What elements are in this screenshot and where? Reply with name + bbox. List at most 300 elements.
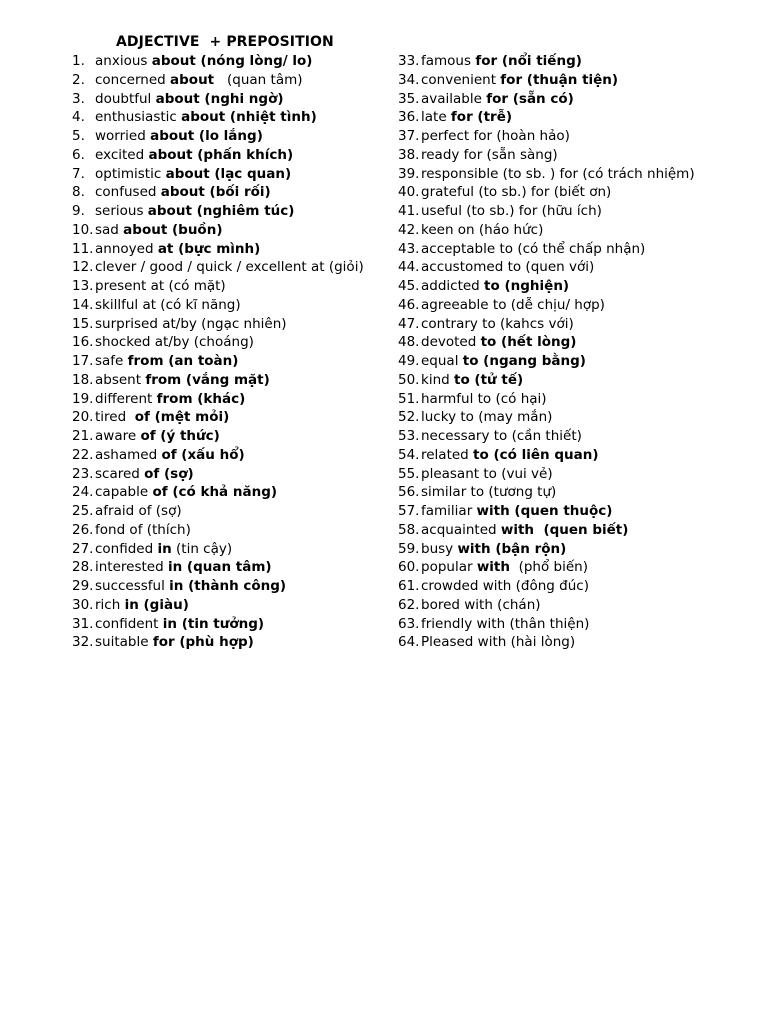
list-item — [72, 202, 390, 221]
item-preposition-bold: to (hết lòng) — [480, 334, 577, 351]
item-number: 8. — [72, 184, 85, 201]
item-preposition-bold: from (khác) — [156, 390, 246, 407]
item-text — [95, 71, 303, 90]
item-text-part: confident — [95, 615, 163, 632]
item-preposition-bold: about (nghiêm túc) — [147, 203, 295, 219]
item-text — [95, 502, 182, 521]
item-text-part: lucky to (may mắn) — [421, 409, 553, 426]
item-number: 63. — [398, 615, 420, 632]
item-preposition-bold: for (thuận tiện) — [500, 71, 619, 88]
list-item — [398, 521, 758, 540]
list-item — [398, 502, 758, 521]
item-text — [421, 558, 588, 577]
list-item — [398, 577, 758, 596]
item-text — [95, 315, 287, 334]
item-text — [421, 540, 566, 559]
item-preposition-bold: of (xấu hổ) — [161, 446, 245, 463]
item-text-part: related — [421, 446, 474, 463]
item-number: 40. — [398, 184, 420, 201]
item-number: 64. — [398, 634, 420, 651]
item-text — [95, 240, 260, 259]
item-preposition-bold: about — [170, 71, 215, 88]
list-item — [72, 277, 390, 296]
item-text-part: present at (có mặt) — [95, 278, 226, 294]
item-text-part: sad — [95, 221, 124, 238]
item-text-part: late — [421, 109, 451, 126]
item-text — [421, 127, 570, 146]
item-text-part: suitable — [95, 634, 153, 651]
item-text — [95, 615, 264, 634]
item-number: 56. — [398, 484, 420, 501]
item-text — [95, 108, 317, 127]
item-text-part: crowded with (đông đúc) — [421, 578, 589, 594]
item-text-part: absent — [95, 371, 146, 388]
item-preposition-bold: about (nóng lòng/ lo) — [151, 53, 313, 69]
item-text-part: grateful (to sb.) for (biết ơn) — [421, 184, 612, 201]
item-preposition-bold: for (phù hợp) — [152, 634, 254, 651]
item-text — [421, 71, 618, 90]
list-item — [72, 52, 390, 71]
list-item — [72, 71, 390, 90]
list-item — [72, 483, 390, 502]
item-number: 6. — [72, 146, 85, 163]
item-number: 33. — [398, 53, 420, 69]
item-text-part: annoyed — [95, 240, 158, 257]
item-text-part: harmful to (có hại) — [421, 390, 547, 407]
list-item — [398, 390, 758, 409]
item-text-part: safe — [95, 353, 128, 369]
list-item — [398, 352, 758, 371]
item-text — [95, 52, 312, 71]
item-text — [95, 446, 245, 465]
item-preposition-bold: to (nghiện) — [484, 278, 570, 294]
item-number: 24. — [72, 484, 94, 501]
item-number: 45. — [398, 278, 420, 294]
item-number: 10. — [72, 221, 94, 238]
list-item — [398, 258, 758, 277]
item-text-part: doubtful — [95, 90, 156, 107]
list-item — [72, 633, 390, 652]
item-text — [95, 408, 229, 427]
list-item — [72, 615, 390, 634]
item-number: 11. — [72, 240, 94, 257]
item-text — [421, 371, 523, 390]
list-item — [398, 296, 758, 315]
item-text-part: bored with (chán) — [421, 596, 541, 613]
item-number: 14. — [72, 296, 94, 313]
list-item — [72, 296, 390, 315]
item-number: 20. — [72, 409, 94, 426]
item-preposition-bold: of (sợ) — [144, 465, 194, 482]
item-preposition-bold: about (phấn khích) — [148, 146, 294, 163]
list-item — [72, 521, 390, 540]
item-number: 7. — [72, 165, 85, 182]
item-number: 61. — [398, 578, 420, 594]
list-item — [72, 221, 390, 240]
item-text-part: aware — [95, 428, 141, 444]
item-text — [421, 596, 541, 615]
item-text-part: tired — [95, 409, 135, 426]
left-column — [72, 52, 390, 652]
item-text — [95, 165, 291, 184]
list-item — [398, 615, 758, 634]
list-item — [72, 315, 390, 334]
list-item — [72, 127, 390, 146]
item-preposition-bold: of (ý thức) — [140, 428, 220, 444]
item-text-part: friendly with (thân thiện) — [421, 615, 590, 632]
item-text-part: convenient — [421, 71, 501, 88]
list-item — [72, 352, 390, 371]
list-item — [398, 333, 758, 352]
item-preposition-bold: in (quan tâm) — [167, 559, 272, 576]
item-text — [421, 465, 553, 484]
item-number: 44. — [398, 259, 420, 276]
list-item — [398, 52, 758, 71]
item-text-part: afraid of (sợ) — [95, 503, 182, 519]
list-item — [398, 240, 758, 259]
item-text-part: acceptable to (có thể chấp nhận) — [421, 240, 646, 257]
item-number: 15. — [72, 315, 94, 332]
item-number: 38. — [398, 146, 420, 163]
item-text-part: available — [421, 90, 487, 107]
item-text-part: devoted — [421, 334, 481, 351]
item-text — [95, 521, 191, 540]
list-item — [72, 183, 390, 202]
list-item — [398, 108, 758, 127]
item-number: 12. — [72, 259, 94, 276]
item-text — [421, 52, 582, 71]
item-text — [421, 202, 602, 221]
item-text-part: necessary to (cần thiết) — [421, 428, 582, 444]
item-preposition-bold: for (nổi tiếng) — [475, 53, 582, 69]
item-number: 50. — [398, 371, 420, 388]
item-text — [421, 521, 628, 540]
item-number: 60. — [398, 559, 420, 576]
item-text-part: popular — [421, 559, 477, 576]
item-text-part: different — [95, 390, 157, 407]
item-number: 39. — [398, 165, 420, 182]
item-text — [421, 502, 612, 521]
item-preposition-bold: with (bận rộn) — [457, 540, 567, 557]
item-preposition-bold: to (ngang bằng) — [462, 353, 586, 369]
item-number: 17. — [72, 353, 94, 369]
item-number: 1. — [72, 53, 85, 69]
list-item — [72, 390, 390, 409]
item-text — [421, 390, 547, 409]
item-text — [95, 90, 284, 109]
item-text-part: pleasant to (vui vẻ) — [421, 465, 553, 482]
item-text-part: busy — [421, 540, 458, 557]
item-preposition-bold: about (lạc quan) — [165, 165, 292, 182]
list-item — [72, 577, 390, 596]
list-item — [72, 371, 390, 390]
item-text — [95, 427, 220, 446]
item-text-part: fond of (thích) — [95, 521, 191, 538]
item-text-part: shocked at/by (choáng) — [95, 334, 254, 351]
item-text-part: surprised at/by (ngạc nhiên) — [95, 315, 287, 332]
item-text-part: anxious — [95, 53, 152, 69]
item-preposition-bold: with (quen biết) — [500, 521, 629, 538]
list-item — [72, 558, 390, 577]
item-number: 29. — [72, 578, 94, 594]
item-text — [421, 221, 543, 240]
list-item — [72, 408, 390, 427]
item-number: 19. — [72, 390, 94, 407]
list-item — [398, 446, 758, 465]
item-text-part: perfect for (hoàn hảo) — [421, 128, 570, 144]
list-item — [398, 633, 758, 652]
item-text — [421, 165, 695, 184]
item-number: 36. — [398, 109, 420, 126]
item-text — [95, 127, 263, 146]
item-text — [95, 483, 277, 502]
item-number: 48. — [398, 334, 420, 351]
list-item — [72, 427, 390, 446]
item-number: 51. — [398, 390, 420, 407]
item-text-part: skillful at (có kĩ năng) — [95, 296, 241, 313]
item-preposition-bold: from (vắng mặt) — [145, 371, 270, 388]
item-text — [95, 333, 254, 352]
item-number: 25. — [72, 503, 94, 519]
list-item — [72, 146, 390, 165]
list-item — [398, 596, 758, 615]
item-text — [95, 540, 232, 559]
item-text-part: (quan tâm) — [214, 71, 303, 88]
item-text — [95, 352, 238, 371]
item-number: 21. — [72, 428, 94, 444]
item-number: 2. — [72, 71, 85, 88]
list-item — [72, 90, 390, 109]
list-item — [398, 183, 758, 202]
item-text — [95, 277, 226, 296]
item-text-part: (tin cậy) — [171, 540, 233, 557]
item-text — [421, 315, 574, 334]
item-text-part: (phổ biến) — [510, 559, 588, 576]
item-number: 18. — [72, 371, 94, 388]
list-item — [398, 465, 758, 484]
item-text — [95, 633, 254, 652]
list-item — [72, 333, 390, 352]
item-text-part: capable — [95, 484, 153, 501]
item-text — [421, 258, 594, 277]
item-preposition-bold: about (bối rối) — [160, 184, 271, 201]
item-text-part: confided — [95, 540, 158, 557]
list-item — [398, 202, 758, 221]
item-text-part: acquainted — [421, 521, 501, 538]
item-number: 43. — [398, 240, 420, 257]
list-item — [398, 90, 758, 109]
item-text — [95, 221, 222, 240]
item-text — [421, 108, 512, 127]
item-text — [95, 296, 241, 315]
item-text-part: addicted — [421, 278, 485, 294]
item-preposition-bold: about (lo lắng) — [150, 128, 263, 144]
item-text-part: Pleased with (hài lòng) — [421, 634, 576, 651]
item-text-part: serious — [95, 203, 148, 219]
item-text-part: successful — [95, 578, 170, 594]
item-text — [421, 240, 645, 259]
item-preposition-bold: about (nhiệt tình) — [181, 109, 317, 126]
item-preposition-bold: from (an toàn) — [127, 353, 239, 369]
item-text-part: kind — [421, 371, 454, 388]
right-column — [398, 52, 758, 652]
item-text-part: familiar — [421, 503, 477, 519]
item-text — [421, 277, 569, 296]
item-number: 26. — [72, 521, 94, 538]
item-text-part: agreeable to (dễ chịu/ hợp) — [421, 296, 605, 313]
list-item — [398, 558, 758, 577]
item-preposition-bold: to (có liên quan) — [473, 446, 599, 463]
item-number: 58. — [398, 521, 420, 538]
item-number: 28. — [72, 559, 94, 576]
item-text — [421, 615, 589, 634]
item-text-part: responsible (to sb. ) for (có trách nhiệm) — [421, 165, 695, 182]
item-preposition-bold: for (trễ) — [450, 109, 513, 126]
item-number: 47. — [398, 315, 420, 332]
item-text — [421, 146, 558, 165]
item-preposition-bold: of (mệt mỏi) — [134, 409, 230, 426]
item-text-part: optimistic — [95, 165, 166, 182]
item-text — [421, 296, 605, 315]
list-item — [398, 540, 758, 559]
item-text — [95, 390, 245, 409]
item-text-part: ashamed — [95, 446, 162, 463]
item-preposition-bold: in — [157, 540, 172, 557]
item-text — [95, 371, 270, 390]
item-preposition-bold: of (có khả năng) — [152, 484, 278, 501]
item-number: 30. — [72, 596, 94, 613]
item-number: 32. — [72, 634, 94, 651]
list-item — [72, 502, 390, 521]
document-title: ADJECTIVE + PREPOSITION — [116, 34, 334, 50]
item-text — [95, 558, 272, 577]
item-text-part: interested — [95, 559, 168, 576]
item-number: 55. — [398, 465, 420, 482]
item-preposition-bold: about (buồn) — [123, 221, 223, 238]
item-text-part: keen on (háo hức) — [421, 221, 544, 238]
item-text-part: confused — [95, 184, 161, 201]
list-item — [398, 483, 758, 502]
list-item — [72, 258, 390, 277]
item-preposition-bold: for (sẵn có) — [486, 90, 574, 107]
list-item — [72, 596, 390, 615]
item-number: 3. — [72, 90, 85, 107]
list-item — [72, 465, 390, 484]
item-text — [95, 258, 364, 277]
item-text-part: scared — [95, 465, 145, 482]
item-text — [421, 483, 556, 502]
item-text-part: concerned — [95, 71, 171, 88]
list-item — [72, 446, 390, 465]
item-text — [421, 427, 582, 446]
item-text — [95, 202, 294, 221]
item-text — [421, 446, 599, 465]
item-text-part: accustomed to (quen với) — [421, 259, 595, 276]
item-number: 5. — [72, 128, 85, 144]
item-number: 57. — [398, 503, 420, 519]
item-text-part: enthusiastic — [95, 109, 182, 126]
item-number: 16. — [72, 334, 94, 351]
item-preposition-bold: with — [476, 559, 510, 576]
item-number: 13. — [72, 278, 94, 294]
list-item — [398, 146, 758, 165]
item-preposition-bold: in (giàu) — [124, 596, 189, 613]
item-preposition-bold: with (quen thuộc) — [476, 503, 613, 519]
item-text-part: rich — [95, 596, 125, 613]
list-item — [398, 221, 758, 240]
list-item — [398, 371, 758, 390]
item-text — [421, 352, 586, 371]
item-number: 41. — [398, 203, 420, 219]
item-number: 53. — [398, 428, 420, 444]
item-text — [421, 633, 575, 652]
item-text — [421, 90, 574, 109]
item-text-part: excited — [95, 146, 149, 163]
list-item — [398, 315, 758, 334]
item-text-part: contrary to (kahcs với) — [421, 315, 574, 332]
list-item — [398, 427, 758, 446]
item-number: 42. — [398, 221, 420, 238]
list-item — [398, 127, 758, 146]
item-text — [95, 146, 293, 165]
item-number: 4. — [72, 109, 85, 126]
item-number: 52. — [398, 409, 420, 426]
item-number: 27. — [72, 540, 94, 557]
item-text — [421, 408, 552, 427]
list-item — [72, 240, 390, 259]
item-text-part: clever / good / quick / excellent at (giỏi) — [95, 259, 364, 276]
item-number: 62. — [398, 596, 420, 613]
item-text-part: ready for (sẵn sàng) — [421, 146, 558, 163]
item-number: 35. — [398, 90, 420, 107]
list-item — [72, 165, 390, 184]
item-text-part: famous — [421, 53, 476, 69]
list-item — [72, 540, 390, 559]
item-text-part: similar to (tương tự) — [421, 484, 557, 501]
item-text — [421, 333, 576, 352]
item-number: 59. — [398, 540, 420, 557]
item-text — [421, 577, 589, 596]
list-item — [398, 165, 758, 184]
item-text-part: worried — [95, 128, 151, 144]
item-text — [95, 577, 286, 596]
item-number: 34. — [398, 71, 420, 88]
item-number: 46. — [398, 296, 420, 313]
item-text — [421, 183, 611, 202]
item-preposition-bold: about (nghi ngờ) — [155, 90, 284, 107]
item-text — [95, 183, 271, 202]
item-number: 49. — [398, 353, 420, 369]
item-text-part: equal — [421, 353, 463, 369]
item-number: 22. — [72, 446, 94, 463]
item-number: 54. — [398, 446, 420, 463]
item-number: 31. — [72, 615, 94, 632]
item-number: 37. — [398, 128, 420, 144]
item-preposition-bold: in (tin tưởng) — [162, 615, 265, 632]
item-number: 23. — [72, 465, 94, 482]
list-item — [398, 71, 758, 90]
item-preposition-bold: in (thành công) — [169, 578, 287, 594]
list-item — [72, 108, 390, 127]
item-text — [95, 465, 194, 484]
list-item — [398, 277, 758, 296]
item-number: 9. — [72, 203, 85, 219]
item-preposition-bold: at (bực mình) — [157, 240, 261, 257]
item-text-part: useful (to sb.) for (hữu ích) — [421, 203, 602, 219]
item-preposition-bold: to (tử tế) — [454, 371, 524, 388]
list-item — [398, 408, 758, 427]
item-text — [95, 596, 189, 615]
